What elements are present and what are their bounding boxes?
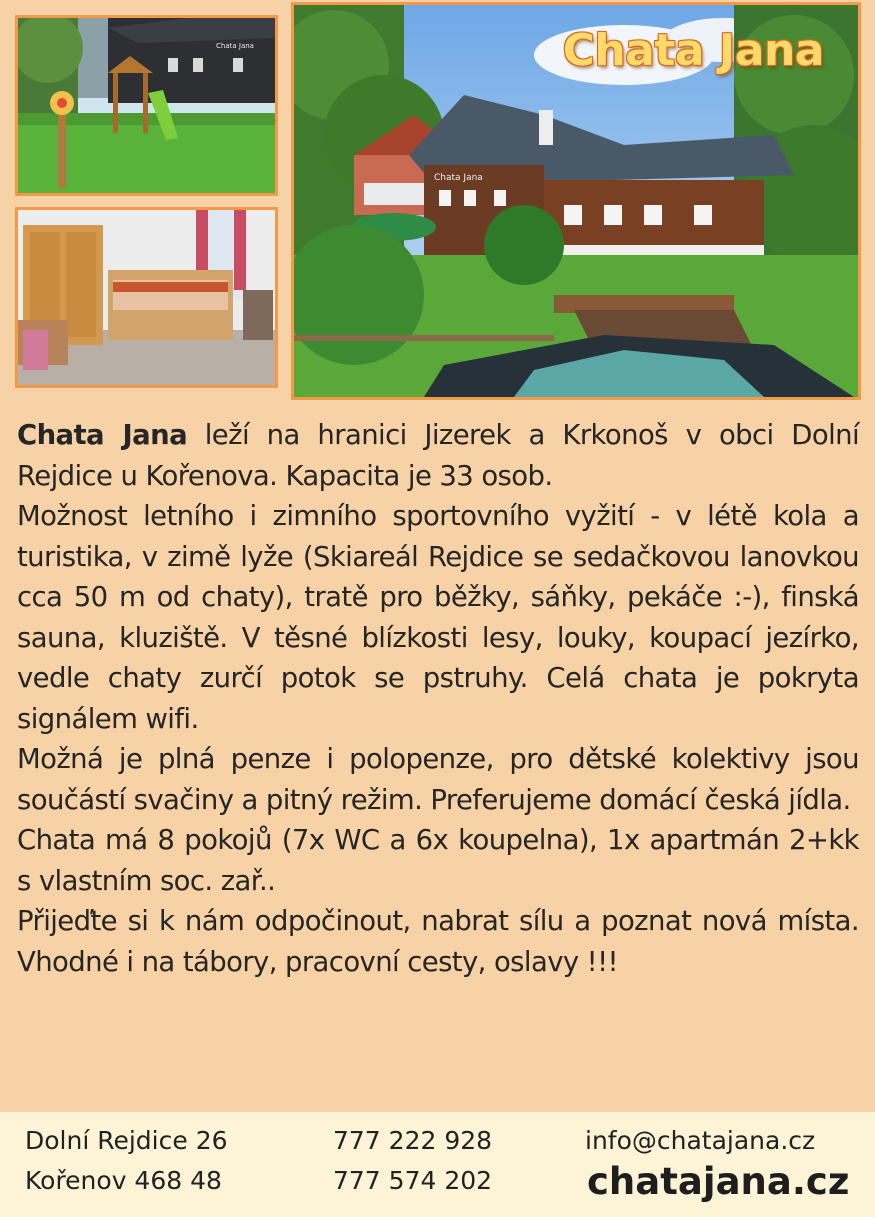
description-lead-name: Chata Jana — [17, 419, 188, 451]
phone-1[interactable]: 777 222 928 — [333, 1126, 493, 1155]
description-paragraph-3: Možná je plná penze i polopenze, pro dětské kolektivy jsou součástí svačiny a pitný režim. Preferujeme domácí česká jídla. — [17, 743, 859, 816]
description-paragraph-1 — [17, 415, 859, 496]
address-line-2: Kořenov 468 48 — [25, 1166, 222, 1195]
contact-footer — [0, 1112, 875, 1217]
page-title: Chata Jana — [562, 25, 824, 76]
house-sign: Chata Jana — [434, 173, 483, 183]
website-link[interactable]: chatajana.cz — [587, 1160, 850, 1203]
playground-photo — [15, 15, 278, 196]
email-link[interactable]: info@chatajana.cz — [585, 1126, 816, 1155]
description-paragraph-5: Přijeďte si k nám odpočinout, nabrat sílu a poznat nová místa. Vhodné i na tábory, pracovní cesty, oslavy !!! — [17, 905, 859, 978]
address-line-1: Dolní Rejdice 26 — [25, 1126, 228, 1155]
description-intro: leží na hranici Jizerek a Krkonoš v obci Dolní Rejdice u Kořenova. Kapacita je 33 osob. — [17, 419, 859, 492]
description-paragraph-2: Možnost letního i zimního sportovního vyžití - v létě kola a turistika, v zimě lyže (Skiareál Rejdice se sedačkovou lanovkou cca 50 m od chaty), tratě pro běžky, sáňky, pekáče :-), finská sauna, kluziště. V těsné blízkosti lesy, louky, koupací jezírko, vedle chaty zurčí potok se pstruhy. Celá chata je pokryta signálem wifi. — [17, 500, 859, 735]
chalet-main-photo — [291, 2, 861, 400]
house-sign-small: Chata Jana — [216, 42, 254, 50]
phone-2[interactable]: 777 574 202 — [333, 1166, 493, 1195]
description-paragraph-4: Chata má 8 pokojů (7x WC a 6x koupelna), 1x apartmán 2+kk s vlastním soc. zař.. — [17, 824, 859, 897]
bedroom-photo — [15, 207, 278, 388]
description — [17, 415, 859, 982]
